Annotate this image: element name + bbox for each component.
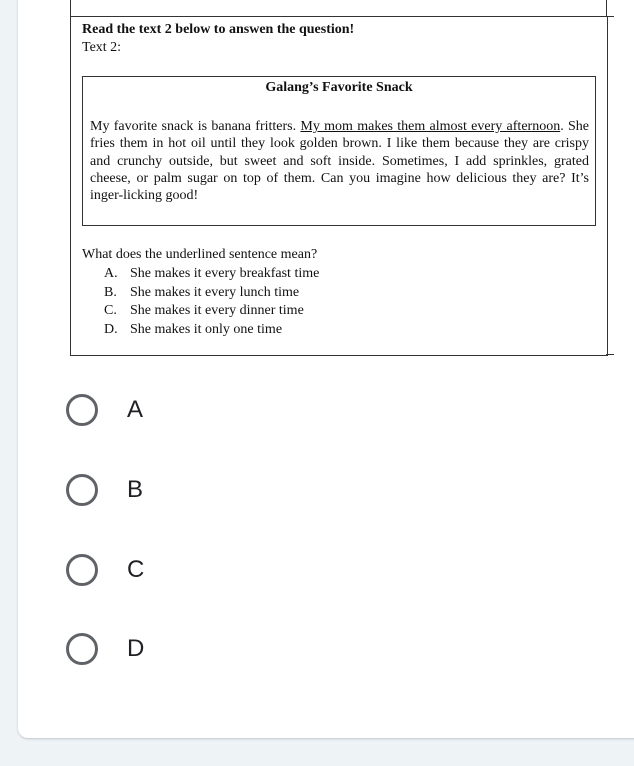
option-text: She makes it every breakfast time <box>130 266 320 281</box>
frame-tick <box>606 354 614 355</box>
story-text: . She fries them in hot oil until they look golden brown. I like them because they are crispy and crunchy outside, but sweet and soft inside. Sometimes, I add sprinkles, grated cheese, or palm sugar on top of them. Can you imagine how delicious they are? It’s inger-licking good! <box>90 119 589 204</box>
choice-label: B <box>127 476 144 503</box>
question-image <box>66 0 614 358</box>
choice-a[interactable] <box>66 390 366 430</box>
option-text: She makes it only one time <box>130 321 283 337</box>
option-letter: B. <box>104 284 117 300</box>
option-item <box>104 265 319 284</box>
radio-button[interactable] <box>66 474 98 506</box>
radio-button[interactable] <box>66 633 98 665</box>
story-body <box>90 118 589 204</box>
frame-tick <box>606 16 614 17</box>
option-letter: D. <box>104 321 118 337</box>
choice-c[interactable] <box>66 550 366 590</box>
option-item <box>104 284 319 303</box>
option-text: She makes it every lunch time <box>130 284 300 300</box>
frame-tick <box>70 0 71 16</box>
story-text: My favorite snack is banana fritters. <box>90 119 301 134</box>
option-text: She makes it every dinner time <box>130 303 304 318</box>
question-prompt: What does the underlined sentence mean? <box>82 247 318 262</box>
choice-b[interactable] <box>66 470 366 510</box>
choice-label: A <box>127 396 144 423</box>
text-label: Text 2: <box>82 40 122 55</box>
option-letter: C. <box>104 303 117 318</box>
choice-label: C <box>127 556 145 583</box>
choice-label: D <box>127 635 145 662</box>
frame-tick <box>606 0 607 16</box>
underlined-sentence: My mom makes them almost every afternoon <box>300 119 561 134</box>
choice-d[interactable] <box>66 629 366 669</box>
story-box <box>82 76 596 226</box>
radio-button[interactable] <box>66 554 98 586</box>
story-title: Galang’s Favorite Snack <box>265 80 413 95</box>
option-item <box>104 321 319 340</box>
instruction-text: Read the text 2 below to answen the question! <box>82 22 355 37</box>
option-letter: A. <box>104 266 118 281</box>
option-list <box>104 265 319 339</box>
radio-button[interactable] <box>66 394 98 426</box>
option-item <box>104 302 319 321</box>
